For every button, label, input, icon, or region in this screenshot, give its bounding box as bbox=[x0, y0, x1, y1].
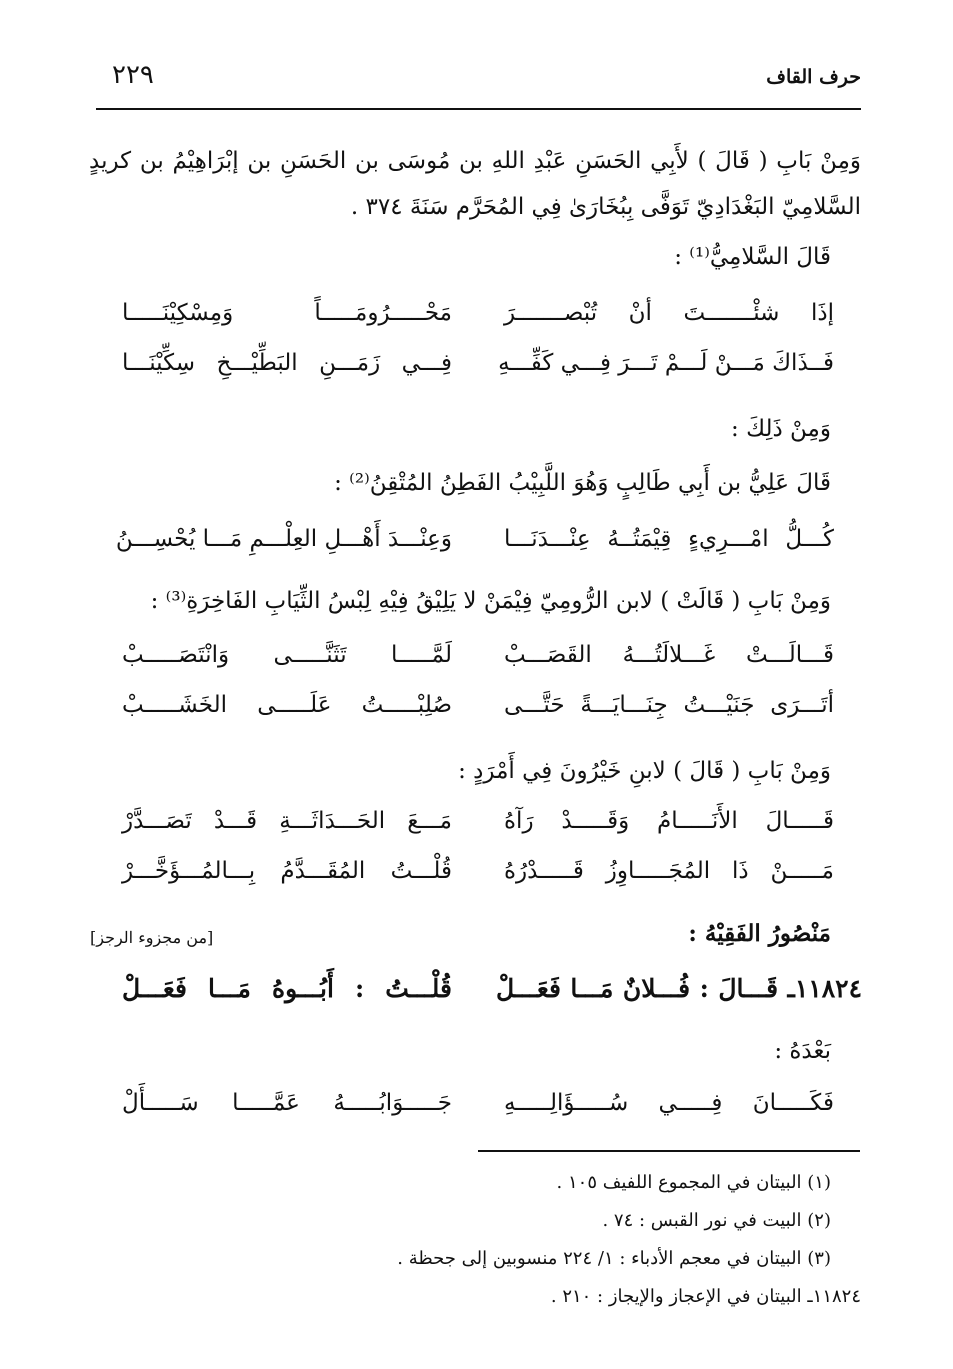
verse-second-half: فِـــي زَمَـــنِ البَطِّيْـــخِ سِكِّيْنَـــا bbox=[122, 350, 452, 376]
page-number: ٢٢٩ bbox=[112, 60, 154, 90]
chapter-title: حرف القاف bbox=[766, 66, 861, 88]
verse bbox=[122, 808, 834, 848]
verse-first-half: قَـــــالَ الأَنَـــــامُ وَقَـــــدْ رَآهُ bbox=[504, 808, 834, 834]
verse bbox=[115, 526, 834, 566]
verse-first-half: فَكَـــــانَ فِـــــي سُـــــؤَالِـــــهِ bbox=[504, 1090, 834, 1116]
verse bbox=[122, 692, 834, 732]
quote-label-3: وَمِنْ بَابِ ( قَالَتْ ) لابن الرُّومِيّ فِيْمَنْ لا يَلِيْقُ فِيْهِ لِبْسُ الثِّيَابِ الفَاخِرَةِ⁽³⁾ : bbox=[150, 588, 831, 614]
verse-second-half: جَـــــوَابُـــــهُ عَمَّـــــا سَـــــأَلْ bbox=[122, 1090, 452, 1116]
verse bbox=[122, 642, 834, 682]
footnote-rule bbox=[478, 1150, 860, 1152]
min-dhalik-label: وَمِنْ ذَلِكَ : bbox=[731, 416, 831, 442]
verse-first-half: كُـــلُّ امْـــرِيءٍ قِيْمَتُــهُ عِنْـــدَنَـــا bbox=[504, 526, 834, 552]
footnote: (١) البيتان في المجموع اللفيف ١٠٥ . bbox=[556, 1172, 831, 1193]
quote-label-1: قَالَ السَّلامِيُّ⁽¹⁾ : bbox=[674, 244, 831, 270]
verse-second-half: لَمَّـــــا تَثَنَّـــــى وَانْتَصَـــــبْ bbox=[122, 642, 452, 668]
quote-label-2: قَالَ عَلِيُّ بن أَبِي طَالِبٍ وَهُوَ اللَّبِيْبُ الفَطِنُ المُتْقِنُ⁽²⁾ : bbox=[334, 470, 831, 496]
baadahu-label: بَعْدَهُ : bbox=[774, 1038, 831, 1064]
verse bbox=[122, 350, 834, 390]
verse bbox=[122, 858, 834, 898]
verse-first-half: مَـــــنْ ذَا المُجَـــــاوِزُ قَـــــدْرُهُ bbox=[504, 858, 834, 884]
numbered-verse bbox=[122, 974, 862, 1014]
footnote: (٣) البيتان في معجم الأدباء : ١/ ٢٢٤ منسوبين إلى جحظة . bbox=[397, 1248, 831, 1269]
verse-second-half: مَـــعَ الحَـــدَاثَـــةِ قَـــدْ تَصَـــدَّرْ bbox=[122, 808, 452, 834]
verse-second-half: قُلْـــتُ المُقَـــدَّمُ بِـــالمُـــؤَخَّـــرْ bbox=[122, 858, 452, 884]
verse-first-half: أتَـــرَى جَنَيْـــتُ جِنَـــايَـــةً حَتَّـــى bbox=[504, 692, 834, 718]
verse-second-half: صُلِبْـــــتُ عَلَـــــى الخَشَـــــبْ bbox=[122, 692, 452, 718]
verse-first-half: ١١٨٢٤ـ قَـــالَ : فُـــلانٌ مَـــا فَعَـــلْ bbox=[496, 974, 862, 1003]
verse-first-half: إذَا شئْـــــــتَ أنْ تُبْصـــــــرَ bbox=[504, 300, 834, 326]
verse-first-half: فَــذَاكَ مَـــنْ لَـــمْ تَـــرَ فِـــي كَفِّـــهِ bbox=[498, 350, 834, 376]
intro-paragraph bbox=[89, 138, 861, 230]
verse-second-half: قُلْـــتُ : أَبُـــوهُ مَـــا فَعَـــلْ bbox=[122, 974, 452, 1003]
meter-label: [من مجزوء الرجز] bbox=[90, 928, 214, 947]
poet-name: مَنْصُورُ الفَقِيْهُ : bbox=[688, 920, 831, 947]
verse-second-half: وَعِنْـــدَ أَهْـــلِ العِلْـــمِ مَـــا يُحْسِـــنُ bbox=[115, 526, 452, 552]
verse bbox=[122, 1090, 834, 1130]
verse-first-half: قَـــالَـــتْ غَـــلالَتُـــهُ القَصَـــبْ bbox=[504, 642, 834, 668]
verse bbox=[122, 300, 834, 340]
footnote: (٢) البيت في نور القبس : ٧٤ . bbox=[602, 1210, 831, 1231]
header-rule bbox=[96, 108, 861, 110]
quote-label-4: وَمِنْ بَابِ ( قَالَ ) لابنِ خَيْرُونَ فِي أَمْرَدٍ : bbox=[458, 758, 831, 784]
intro-line-2: السَّلامِيّ البَغْدَادِيّ تَوَفَّى بِبُخَارَىٰ فِي المُحَرَّم سَنَةَ ٣٧٤ . bbox=[350, 194, 861, 220]
verse-second-half: مَحْـــــرُومَـــــاً وَمِسْكِيْنَـــــا bbox=[122, 300, 452, 326]
intro-line-1: وَمِنْ بَابِ ( قَالَ ) لأَبِي الحَسَنِ عَبْدِ اللهِ بن مُوسَى بن الحَسَنِ بن إبْرَاهِيْمُ بن كريدٍ bbox=[89, 148, 861, 174]
footnote: ١١٨٢٤ـ البيتان في الإعجاز والإيجاز : ٢١٠ . bbox=[550, 1286, 861, 1307]
